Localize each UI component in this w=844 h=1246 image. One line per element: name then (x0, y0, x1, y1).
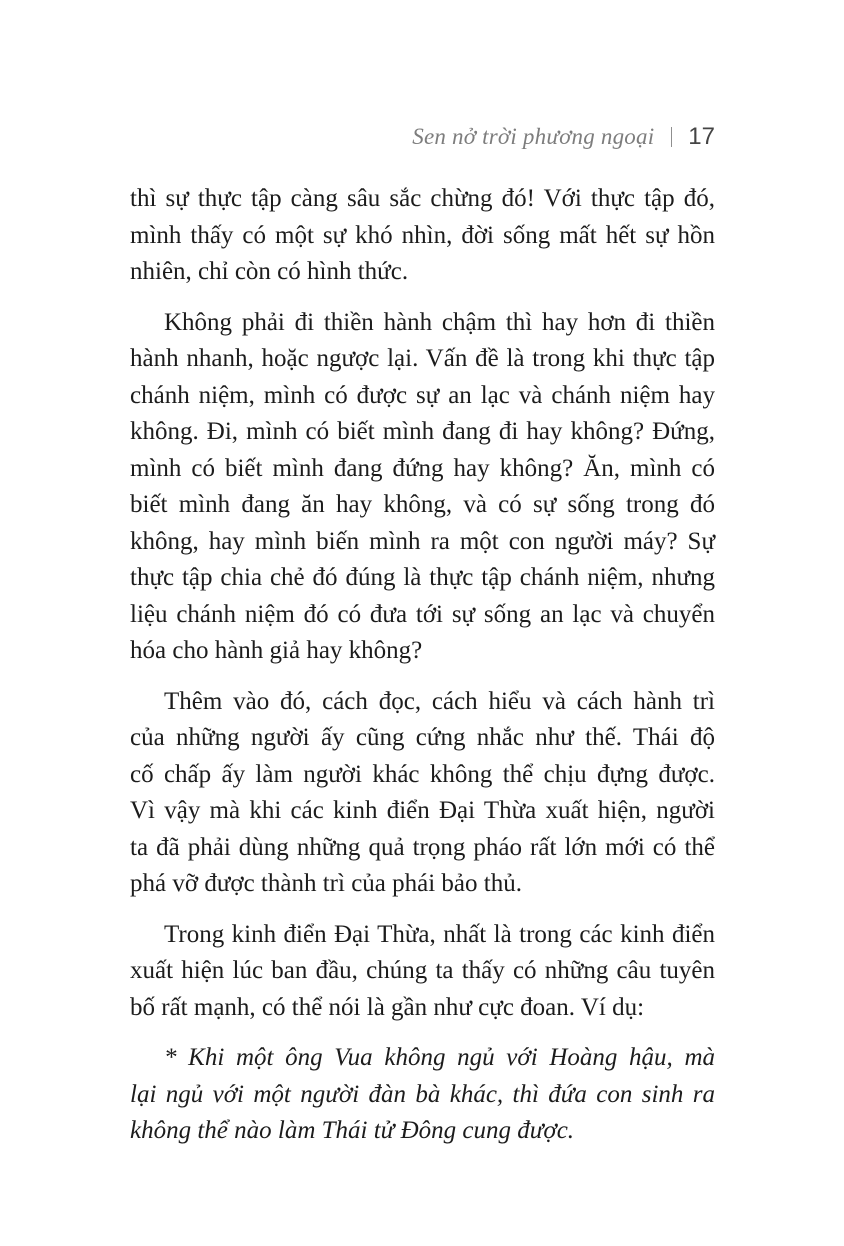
running-header (412, 120, 715, 154)
text-line: hóa cho hành giả hay không? (130, 637, 423, 664)
quote-paragraph (130, 1040, 715, 1150)
paragraph-4 (130, 917, 715, 1027)
text-line: chánh niệm, mình có được sự an lạc và chánh niệm hay (130, 381, 715, 409)
text-line: * Khi một ông Vua không ngủ với Hoàng hậu, mà (164, 1044, 715, 1071)
text-line: mình thấy có một sự khó nhìn, đời sống mất hết sự hồn (130, 221, 715, 249)
text-line: thì sự thực tập càng sâu sắc chừng đó! Với thực tập đó, (130, 185, 715, 212)
header-separator (671, 127, 672, 147)
text-line: biết mình đang ăn hay không, và có sự sống trong đó (130, 491, 715, 518)
text-line: bố rất mạnh, có thể nói là gần như cực đoan. Ví dụ: (130, 993, 645, 1021)
page-number: 17 (688, 123, 715, 150)
text-line: Vì vậy mà khi các kinh điển Đại Thừa xuất hiện, người (130, 797, 715, 824)
text-line: Trong kinh điển Đại Thừa, nhất là trong các kinh điển (164, 920, 715, 948)
text-line: xuất hiện lúc ban đầu, chúng ta thấy có những câu tuyên (130, 957, 715, 984)
text-line: không thể nào làm Thái tử Đông cung được. (130, 1117, 575, 1144)
text-line: phá vỡ được thành trì của phái bảo thủ. (130, 870, 522, 897)
text-line: liệu chánh niệm đó có đưa tới sự sống an lạc và chuyển (130, 600, 715, 628)
text-line: nhiên, chỉ còn có hình thức. (130, 258, 409, 285)
text-line: hành nhanh, hoặc ngược lại. Vấn đề là trong khi thực tập (130, 345, 715, 372)
text-line: thực tập chia chẻ đó đúng là thực tập chánh niệm, nhưng (130, 564, 715, 591)
paragraph-1 (130, 181, 715, 291)
running-header-title: Sen nở trời phương ngoại (412, 124, 655, 149)
text-line: không. Đi, mình có biết mình đang đi hay không? Đứng, (130, 418, 715, 445)
text-line: Thêm vào đó, cách đọc, cách hiểu và cách hành trì (164, 687, 715, 715)
text-line: Không phải đi thiền hành chậm thì hay hơn đi thiền (164, 308, 715, 336)
text-line: không, hay mình biến mình ra một con người máy? Sự (130, 527, 715, 555)
text-line: mình có biết mình đang đứng hay không? Ăn, mình có (130, 454, 715, 482)
text-line: lại ngủ với một người đàn bà khác, thì đứa con sinh ra (130, 1080, 715, 1108)
text-line: của những người ấy cũng cứng nhắc như thế. Thái độ (130, 724, 715, 751)
text-line: ta đã phải dùng những quả trọng pháo rất lớn mới có thể (130, 833, 715, 861)
text-body (130, 181, 715, 1164)
text-line: cố chấp ấy làm người khác không thể chịu đựng được. (130, 760, 715, 788)
paragraph-2 (130, 305, 715, 670)
paragraph-3 (130, 684, 715, 903)
